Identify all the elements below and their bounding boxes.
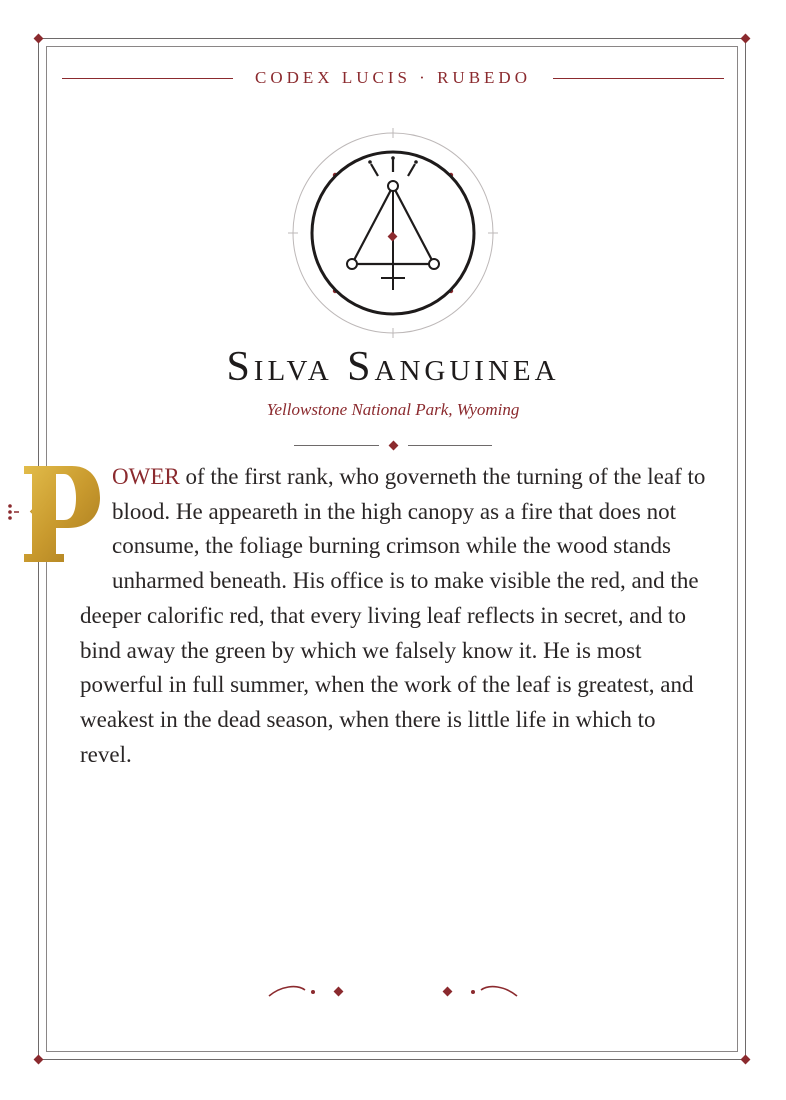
entry-body: [80, 460, 710, 772]
entry-location: Yellowstone National Park, Wyoming: [266, 400, 520, 419]
page-header: [62, 68, 724, 88]
diamond-icon: [388, 441, 398, 451]
drop-cap: [0, 462, 112, 570]
entry-body-text: of the first rank, who governeth the turning of the leaf to blood. He appeareth in the high canopy as a fire that does not consume, the foliage burning crimson while the wood stands unharmed beneath. His office is to make visible the red, and the deeper calorific red, that every living leaf reflects in secret, and to bind away the green by which we falsely know it. He is most powerful in full summer, when the work of the leaf is greatest, and weakest in the dead season, when there is little life in which to revel.: [80, 464, 706, 767]
section-divider: [294, 442, 492, 449]
header-rule-left: [62, 78, 233, 79]
drop-cap-letter-icon: [0, 462, 112, 570]
entry-title: Silva Sanguinea: [226, 344, 560, 390]
triangle-circle-sigil-icon: [288, 128, 498, 338]
header-rule-right: [553, 78, 724, 79]
header-title: CODEX LUCIS · RUBEDO: [255, 68, 531, 87]
lead-word: OWER: [112, 464, 180, 489]
diamond-corner-icon: [741, 1055, 751, 1065]
flourish-ornament-icon: [263, 980, 523, 1004]
